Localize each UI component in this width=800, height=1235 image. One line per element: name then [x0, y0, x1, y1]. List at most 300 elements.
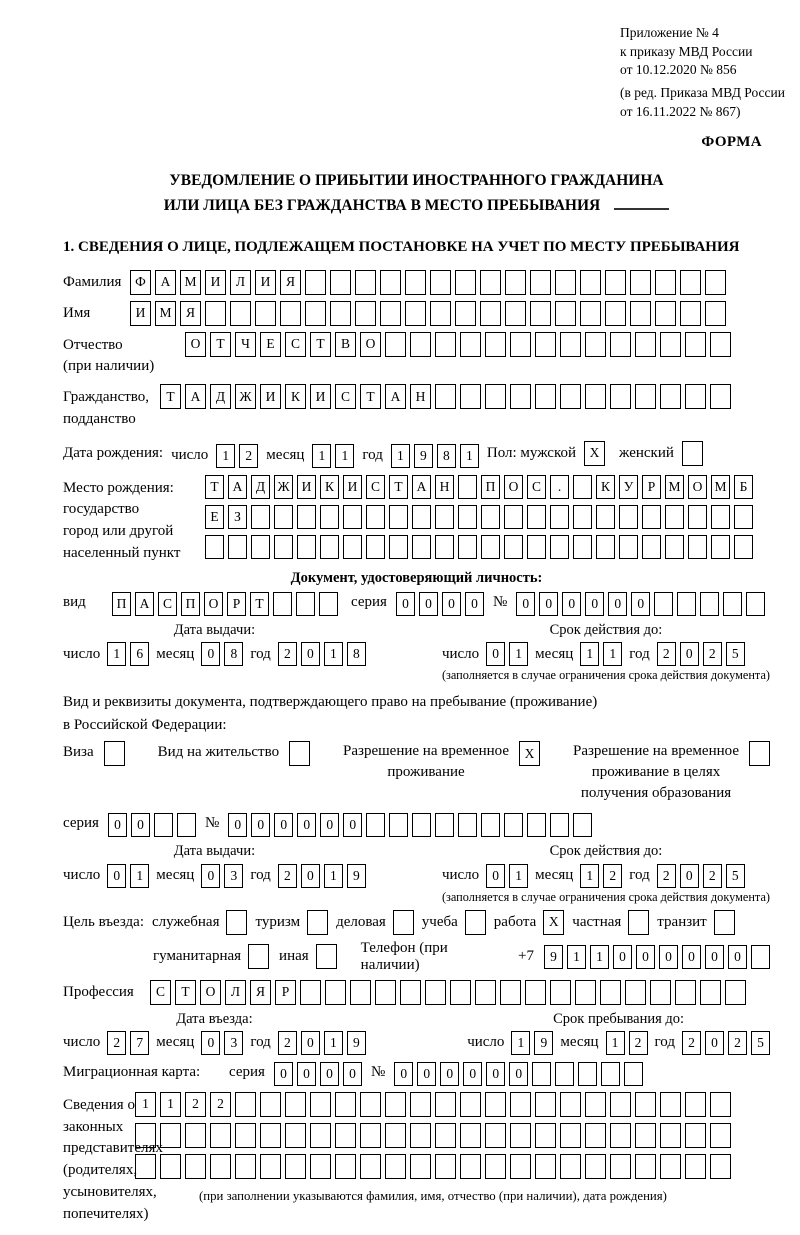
char-cell[interactable]: [505, 301, 526, 326]
char-cell[interactable]: 0: [251, 813, 270, 837]
char-cell[interactable]: [575, 980, 596, 1005]
char-cell[interactable]: 8: [347, 642, 366, 666]
char-cell[interactable]: [535, 332, 556, 357]
char-cell[interactable]: [585, 384, 606, 409]
char-cell[interactable]: [460, 1154, 481, 1179]
char-cell[interactable]: 1: [460, 444, 479, 468]
char-cell[interactable]: В: [335, 332, 356, 357]
char-cell[interactable]: 0: [659, 945, 678, 969]
char-cell[interactable]: [205, 535, 224, 559]
char-cell[interactable]: [330, 270, 351, 295]
char-cell[interactable]: [705, 301, 726, 326]
char-cell[interactable]: [642, 505, 661, 529]
char-cell[interactable]: [385, 1154, 406, 1179]
char-cell[interactable]: [530, 301, 551, 326]
char-cell[interactable]: Р: [227, 592, 246, 616]
char-cell[interactable]: С: [150, 980, 171, 1005]
char-cell[interactable]: [320, 505, 339, 529]
char-cell[interactable]: И: [255, 270, 276, 295]
char-cell[interactable]: [677, 592, 696, 616]
char-cell[interactable]: [460, 1123, 481, 1148]
char-cell[interactable]: [504, 505, 523, 529]
char-cell[interactable]: [260, 1154, 281, 1179]
char-cell[interactable]: П: [112, 592, 131, 616]
char-cell[interactable]: [665, 505, 684, 529]
char-cell[interactable]: 3: [224, 864, 243, 888]
char-cell[interactable]: [723, 592, 742, 616]
char-cell[interactable]: М: [711, 475, 730, 499]
char-cell[interactable]: [410, 1092, 431, 1117]
char-cell[interactable]: [160, 1123, 181, 1148]
char-cell[interactable]: Т: [360, 384, 381, 409]
char-cell[interactable]: [610, 1154, 631, 1179]
char-cell[interactable]: [665, 535, 684, 559]
char-cell[interactable]: [305, 301, 326, 326]
char-cell[interactable]: [405, 301, 426, 326]
char-cell[interactable]: Е: [205, 505, 224, 529]
char-cell[interactable]: [535, 1092, 556, 1117]
char-cell[interactable]: [532, 1062, 551, 1086]
char-cell[interactable]: 0: [728, 945, 747, 969]
char-cell[interactable]: [527, 535, 546, 559]
char-cell[interactable]: [660, 1154, 681, 1179]
char-cell[interactable]: [412, 505, 431, 529]
char-cell[interactable]: [410, 332, 431, 357]
char-cell[interactable]: [480, 301, 501, 326]
char-cell[interactable]: 2: [703, 642, 722, 666]
char-cell[interactable]: [635, 1123, 656, 1148]
char-cell[interactable]: [335, 1123, 356, 1148]
char-cell[interactable]: [642, 535, 661, 559]
char-cell[interactable]: [660, 332, 681, 357]
char-cell[interactable]: 1: [580, 642, 599, 666]
checkbox-purpose-other[interactable]: [316, 944, 337, 969]
char-cell[interactable]: 0: [320, 1062, 339, 1086]
char-cell[interactable]: 0: [486, 642, 505, 666]
char-cell[interactable]: Т: [160, 384, 181, 409]
char-cell[interactable]: 8: [437, 444, 456, 468]
char-cell[interactable]: 2: [703, 864, 722, 888]
char-cell[interactable]: Т: [175, 980, 196, 1005]
char-cell[interactable]: И: [130, 301, 151, 326]
char-cell[interactable]: 2: [657, 642, 676, 666]
char-cell[interactable]: 0: [297, 813, 316, 837]
char-cell[interactable]: 1: [509, 864, 528, 888]
checkbox-purpose-official[interactable]: [226, 910, 247, 935]
char-cell[interactable]: [527, 813, 546, 837]
char-cell[interactable]: Т: [205, 475, 224, 499]
checkbox-temp-residence-edu[interactable]: [749, 741, 770, 766]
char-cell[interactable]: 0: [301, 1031, 320, 1055]
char-cell[interactable]: Я: [180, 301, 201, 326]
char-cell[interactable]: [685, 1092, 706, 1117]
char-cell[interactable]: [389, 535, 408, 559]
char-cell[interactable]: [205, 301, 226, 326]
char-cell[interactable]: [385, 1123, 406, 1148]
checkbox-sex-male[interactable]: X: [584, 441, 605, 466]
char-cell[interactable]: 2: [629, 1031, 648, 1055]
char-cell[interactable]: 0: [320, 813, 339, 837]
char-cell[interactable]: С: [366, 475, 385, 499]
char-cell[interactable]: [310, 1092, 331, 1117]
checkbox-temp-residence[interactable]: X: [519, 741, 540, 766]
char-cell[interactable]: 0: [201, 864, 220, 888]
char-cell[interactable]: [410, 1154, 431, 1179]
char-cell[interactable]: [274, 535, 293, 559]
checkbox-residence-permit[interactable]: [289, 741, 310, 766]
char-cell[interactable]: [700, 592, 719, 616]
char-cell[interactable]: [435, 1154, 456, 1179]
char-cell[interactable]: [458, 813, 477, 837]
checkbox-sex-female[interactable]: [682, 441, 703, 466]
char-cell[interactable]: О: [185, 332, 206, 357]
char-cell[interactable]: [366, 535, 385, 559]
char-cell[interactable]: [619, 535, 638, 559]
char-cell[interactable]: 1: [580, 864, 599, 888]
char-cell[interactable]: [435, 332, 456, 357]
char-cell[interactable]: П: [181, 592, 200, 616]
char-cell[interactable]: [310, 1154, 331, 1179]
char-cell[interactable]: [430, 270, 451, 295]
char-cell[interactable]: У: [619, 475, 638, 499]
char-cell[interactable]: [635, 1154, 656, 1179]
char-cell[interactable]: [580, 270, 601, 295]
char-cell[interactable]: [481, 813, 500, 837]
char-cell[interactable]: А: [135, 592, 154, 616]
char-cell[interactable]: [560, 1123, 581, 1148]
char-cell[interactable]: [630, 270, 651, 295]
char-cell[interactable]: [660, 1092, 681, 1117]
char-cell[interactable]: [485, 384, 506, 409]
char-cell[interactable]: [481, 535, 500, 559]
char-cell[interactable]: [310, 1123, 331, 1148]
char-cell[interactable]: [297, 505, 316, 529]
char-cell[interactable]: 0: [509, 1062, 528, 1086]
char-cell[interactable]: [380, 270, 401, 295]
char-cell[interactable]: [610, 332, 631, 357]
char-cell[interactable]: 1: [590, 945, 609, 969]
char-cell[interactable]: 0: [440, 1062, 459, 1086]
char-cell[interactable]: [685, 1154, 706, 1179]
char-cell[interactable]: [585, 1123, 606, 1148]
char-cell[interactable]: [285, 1092, 306, 1117]
char-cell[interactable]: 0: [201, 1031, 220, 1055]
char-cell[interactable]: С: [285, 332, 306, 357]
char-cell[interactable]: [389, 505, 408, 529]
char-cell[interactable]: Д: [251, 475, 270, 499]
char-cell[interactable]: [366, 813, 385, 837]
char-cell[interactable]: [260, 1123, 281, 1148]
char-cell[interactable]: 2: [682, 1031, 701, 1055]
char-cell[interactable]: [655, 270, 676, 295]
char-cell[interactable]: [685, 332, 706, 357]
char-cell[interactable]: [660, 1123, 681, 1148]
char-cell[interactable]: [360, 1123, 381, 1148]
char-cell[interactable]: А: [155, 270, 176, 295]
char-cell[interactable]: 2: [657, 864, 676, 888]
char-cell[interactable]: [425, 980, 446, 1005]
char-cell[interactable]: [605, 301, 626, 326]
char-cell[interactable]: Ж: [235, 384, 256, 409]
char-cell[interactable]: 2: [278, 642, 297, 666]
char-cell[interactable]: Б: [734, 475, 753, 499]
char-cell[interactable]: П: [481, 475, 500, 499]
char-cell[interactable]: [260, 1092, 281, 1117]
char-cell[interactable]: [343, 505, 362, 529]
char-cell[interactable]: 1: [216, 444, 235, 468]
char-cell[interactable]: [510, 1123, 531, 1148]
char-cell[interactable]: Н: [410, 384, 431, 409]
char-cell[interactable]: И: [297, 475, 316, 499]
char-cell[interactable]: [350, 980, 371, 1005]
char-cell[interactable]: [412, 813, 431, 837]
char-cell[interactable]: [500, 980, 521, 1005]
char-cell[interactable]: [635, 1092, 656, 1117]
char-cell[interactable]: 1: [606, 1031, 625, 1055]
char-cell[interactable]: 1: [130, 864, 149, 888]
char-cell[interactable]: 0: [396, 592, 415, 616]
char-cell[interactable]: [578, 1062, 597, 1086]
char-cell[interactable]: Т: [210, 332, 231, 357]
char-cell[interactable]: 9: [534, 1031, 553, 1055]
char-cell[interactable]: [410, 1123, 431, 1148]
char-cell[interactable]: 1: [391, 444, 410, 468]
char-cell[interactable]: Т: [250, 592, 269, 616]
char-cell[interactable]: [273, 592, 292, 616]
char-cell[interactable]: Л: [225, 980, 246, 1005]
char-cell[interactable]: [251, 535, 270, 559]
char-cell[interactable]: [366, 505, 385, 529]
char-cell[interactable]: [680, 301, 701, 326]
char-cell[interactable]: [435, 813, 454, 837]
char-cell[interactable]: 9: [347, 864, 366, 888]
char-cell[interactable]: [435, 1123, 456, 1148]
char-cell[interactable]: 0: [394, 1062, 413, 1086]
char-cell[interactable]: [654, 592, 673, 616]
char-cell[interactable]: 0: [682, 945, 701, 969]
char-cell[interactable]: 1: [312, 444, 331, 468]
char-cell[interactable]: [360, 1092, 381, 1117]
char-cell[interactable]: 8: [224, 642, 243, 666]
char-cell[interactable]: [235, 1123, 256, 1148]
char-cell[interactable]: 0: [301, 642, 320, 666]
char-cell[interactable]: 2: [278, 864, 297, 888]
char-cell[interactable]: К: [320, 475, 339, 499]
char-cell[interactable]: 0: [636, 945, 655, 969]
char-cell[interactable]: [160, 1154, 181, 1179]
char-cell[interactable]: 1: [511, 1031, 530, 1055]
char-cell[interactable]: [605, 270, 626, 295]
char-cell[interactable]: [510, 1154, 531, 1179]
char-cell[interactable]: 0: [613, 945, 632, 969]
char-cell[interactable]: [685, 384, 706, 409]
char-cell[interactable]: Н: [435, 475, 454, 499]
char-cell[interactable]: И: [260, 384, 281, 409]
char-cell[interactable]: [505, 270, 526, 295]
char-cell[interactable]: 5: [726, 642, 745, 666]
char-cell[interactable]: [274, 505, 293, 529]
char-cell[interactable]: [375, 980, 396, 1005]
char-cell[interactable]: [458, 475, 477, 499]
char-cell[interactable]: [504, 813, 523, 837]
char-cell[interactable]: [596, 505, 615, 529]
char-cell[interactable]: 2: [603, 864, 622, 888]
char-cell[interactable]: [455, 301, 476, 326]
char-cell[interactable]: [711, 505, 730, 529]
char-cell[interactable]: 0: [228, 813, 247, 837]
char-cell[interactable]: [527, 505, 546, 529]
char-cell[interactable]: [710, 384, 731, 409]
char-cell[interactable]: А: [228, 475, 247, 499]
char-cell[interactable]: [335, 1154, 356, 1179]
char-cell[interactable]: [355, 301, 376, 326]
char-cell[interactable]: 6: [130, 642, 149, 666]
char-cell[interactable]: 0: [274, 813, 293, 837]
char-cell[interactable]: [460, 332, 481, 357]
char-cell[interactable]: 1: [324, 864, 343, 888]
char-cell[interactable]: С: [527, 475, 546, 499]
char-cell[interactable]: [355, 270, 376, 295]
char-cell[interactable]: [335, 1092, 356, 1117]
char-cell[interactable]: [485, 1092, 506, 1117]
char-cell[interactable]: Д: [210, 384, 231, 409]
char-cell[interactable]: 7: [130, 1031, 149, 1055]
char-cell[interactable]: [343, 535, 362, 559]
char-cell[interactable]: [560, 384, 581, 409]
char-cell[interactable]: [625, 980, 646, 1005]
char-cell[interactable]: [458, 535, 477, 559]
char-cell[interactable]: [300, 980, 321, 1005]
char-cell[interactable]: 1: [509, 642, 528, 666]
char-cell[interactable]: [585, 332, 606, 357]
char-cell[interactable]: З: [228, 505, 247, 529]
char-cell[interactable]: Ж: [274, 475, 293, 499]
char-cell[interactable]: [580, 301, 601, 326]
char-cell[interactable]: 0: [539, 592, 558, 616]
char-cell[interactable]: [135, 1123, 156, 1148]
char-cell[interactable]: [596, 535, 615, 559]
char-cell[interactable]: С: [158, 592, 177, 616]
char-cell[interactable]: [485, 1154, 506, 1179]
char-cell[interactable]: 0: [562, 592, 581, 616]
char-cell[interactable]: О: [360, 332, 381, 357]
char-cell[interactable]: 1: [324, 1031, 343, 1055]
char-cell[interactable]: [550, 980, 571, 1005]
char-cell[interactable]: 0: [201, 642, 220, 666]
char-cell[interactable]: Т: [310, 332, 331, 357]
char-cell[interactable]: [601, 1062, 620, 1086]
char-cell[interactable]: [135, 1154, 156, 1179]
char-cell[interactable]: [280, 301, 301, 326]
char-cell[interactable]: [430, 301, 451, 326]
char-cell[interactable]: Я: [250, 980, 271, 1005]
char-cell[interactable]: [734, 505, 753, 529]
char-cell[interactable]: О: [204, 592, 223, 616]
char-cell[interactable]: 0: [343, 813, 362, 837]
char-cell[interactable]: [389, 813, 408, 837]
char-cell[interactable]: [734, 535, 753, 559]
char-cell[interactable]: [610, 1092, 631, 1117]
char-cell[interactable]: [560, 332, 581, 357]
char-cell[interactable]: С: [335, 384, 356, 409]
char-cell[interactable]: [450, 980, 471, 1005]
char-cell[interactable]: 5: [751, 1031, 770, 1055]
char-cell[interactable]: Р: [642, 475, 661, 499]
char-cell[interactable]: О: [504, 475, 523, 499]
char-cell[interactable]: [705, 270, 726, 295]
char-cell[interactable]: [455, 270, 476, 295]
char-cell[interactable]: [412, 535, 431, 559]
char-cell[interactable]: [305, 270, 326, 295]
char-cell[interactable]: [710, 332, 731, 357]
char-cell[interactable]: [435, 1092, 456, 1117]
char-cell[interactable]: [555, 270, 576, 295]
char-cell[interactable]: [481, 505, 500, 529]
char-cell[interactable]: [530, 270, 551, 295]
char-cell[interactable]: 2: [278, 1031, 297, 1055]
char-cell[interactable]: [610, 1123, 631, 1148]
char-cell[interactable]: [585, 1092, 606, 1117]
char-cell[interactable]: 1: [160, 1092, 181, 1117]
char-cell[interactable]: 0: [705, 945, 724, 969]
char-cell[interactable]: [510, 332, 531, 357]
char-cell[interactable]: 0: [516, 592, 535, 616]
char-cell[interactable]: 0: [343, 1062, 362, 1086]
char-cell[interactable]: [573, 505, 592, 529]
char-cell[interactable]: К: [285, 384, 306, 409]
char-cell[interactable]: 0: [463, 1062, 482, 1086]
char-cell[interactable]: [675, 980, 696, 1005]
char-cell[interactable]: [535, 384, 556, 409]
char-cell[interactable]: [555, 1062, 574, 1086]
char-cell[interactable]: И: [205, 270, 226, 295]
char-cell[interactable]: [550, 535, 569, 559]
char-cell[interactable]: [630, 301, 651, 326]
char-cell[interactable]: [680, 270, 701, 295]
char-cell[interactable]: [573, 535, 592, 559]
char-cell[interactable]: [535, 1123, 556, 1148]
char-cell[interactable]: О: [688, 475, 707, 499]
char-cell[interactable]: 0: [680, 642, 699, 666]
char-cell[interactable]: [635, 384, 656, 409]
char-cell[interactable]: [710, 1154, 731, 1179]
char-cell[interactable]: [660, 384, 681, 409]
char-cell[interactable]: [320, 535, 339, 559]
checkbox-purpose-transit[interactable]: [714, 910, 735, 935]
char-cell[interactable]: [458, 505, 477, 529]
char-cell[interactable]: [405, 270, 426, 295]
char-cell[interactable]: [255, 301, 276, 326]
char-cell[interactable]: Т: [389, 475, 408, 499]
char-cell[interactable]: [485, 1123, 506, 1148]
char-cell[interactable]: [235, 1154, 256, 1179]
char-cell[interactable]: А: [412, 475, 431, 499]
char-cell[interactable]: [650, 980, 671, 1005]
char-cell[interactable]: М: [155, 301, 176, 326]
char-cell[interactable]: 0: [486, 1062, 505, 1086]
char-cell[interactable]: [228, 535, 247, 559]
checkbox-purpose-business[interactable]: [393, 910, 414, 935]
char-cell[interactable]: [330, 301, 351, 326]
char-cell[interactable]: 0: [274, 1062, 293, 1086]
char-cell[interactable]: 0: [107, 864, 126, 888]
char-cell[interactable]: 2: [107, 1031, 126, 1055]
char-cell[interactable]: 0: [131, 813, 150, 837]
char-cell[interactable]: [380, 301, 401, 326]
char-cell[interactable]: А: [385, 384, 406, 409]
char-cell[interactable]: [251, 505, 270, 529]
char-cell[interactable]: 9: [544, 945, 563, 969]
